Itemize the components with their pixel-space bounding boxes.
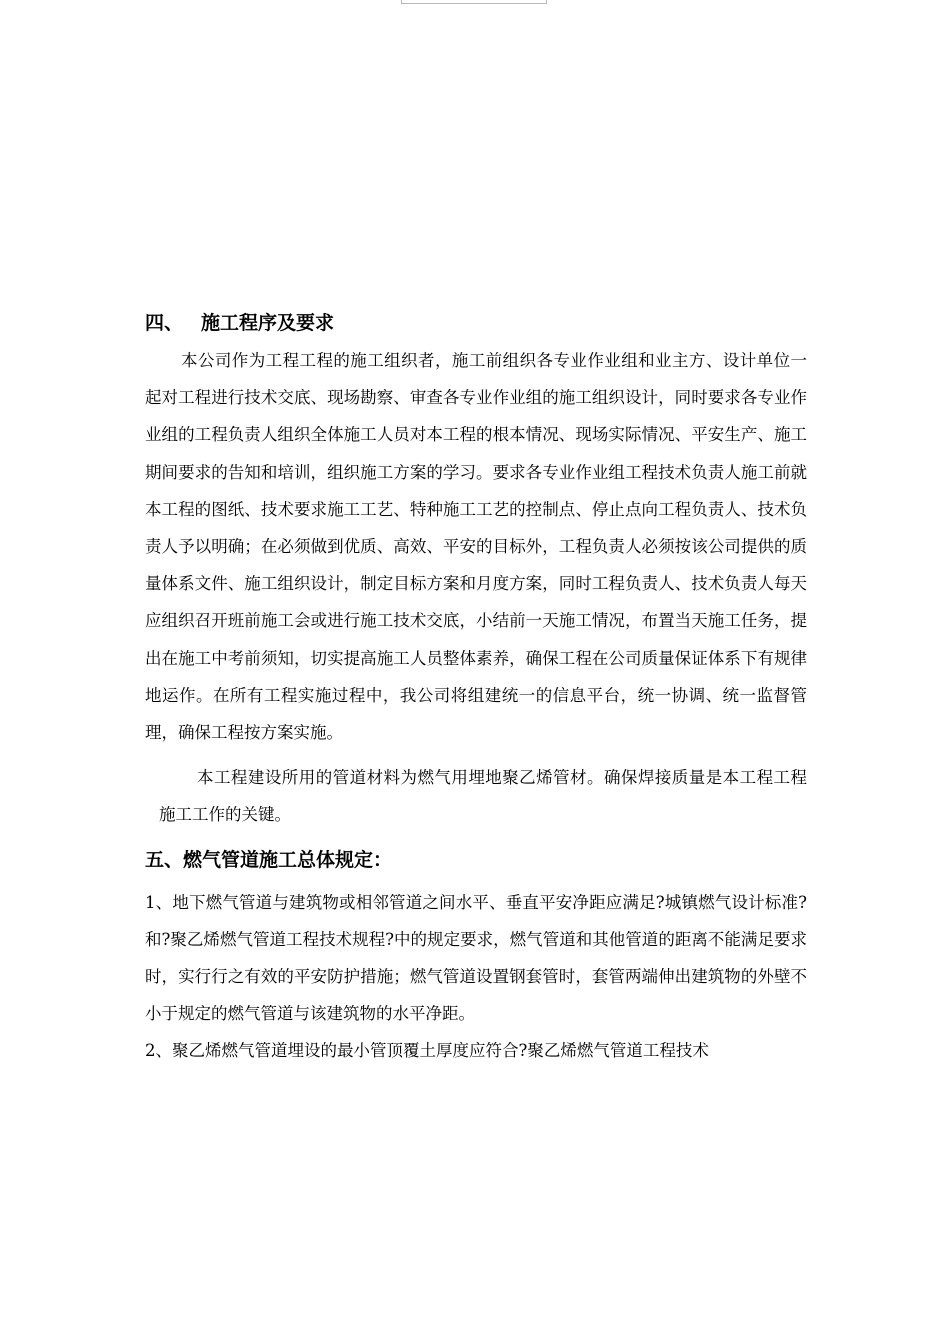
section-5-item-1: 1、地下燃气管道与建筑物或相邻管道之间水平、垂直平安净距应满足?城镇燃气设计标准?和?聚乙烯燃气管道工程技术规程?中的规定要求，燃气管道和其他管道的距离不能满足要求时，实行行之有效的平安防护措施；燃气管道设置钢套管时，套管两端伸出建筑物的外壁不小于规定的燃气管道与该建筑物的水平净距。 <box>145 892 807 1024</box>
section-4-heading <box>145 309 807 337</box>
section-5-item-2: 2、聚乙烯燃气管道埋设的最小管顶覆土厚度应符合?聚乙烯燃气管道工程技术 <box>145 1041 709 1061</box>
section-4-title: 施工程序及要求 <box>201 312 335 334</box>
page-top-tab <box>401 0 547 4</box>
document-body <box>145 309 807 1070</box>
section-4-paragraph-2: 本工程建设所用的管道材料为燃气用埋地聚乙烯管材。确保焊接质量是本工程工程施工工作的关键。 <box>159 768 807 825</box>
section-4-paragraph-1: 本公司作为工程工程的施工组织者，施工前组织各专业作业组和业主方、设计单位一起对工程进行技术交底、现场勘察、审查各专业作业组的施工组织设计，同时要求各专业作业组的工程负责人组织全体施工人员对本工程的根本情况、现场实际情况、平安生产、施工期间要求的告知和培训，组织施工方案的学习。要求各专业作业组工程技术负责人施工前就本工程的图纸、技术要求施工工艺、特种施工工艺的控制点、停止点向工程负责人、技术负责人予以明确；在必须做到优质、高效、平安的目标外，工程负责人必须按该公司提供的质量体系文件、施工组织设计，制定目标方案和月度方案，同时工程负责人、技术负责人每天应组织召开班前施工会或进行施工技术交底，小结前一天施工情况，布置当天施工任务，提出在施工中考前须知，切实提高施工人员整体素养，确保工程在公司质量保证体系下有规律地运作。在所有工程实施过程中，我公司将组建统一的信息平台，统一协调、统一监督管理，确保工程按方案实施。 <box>145 351 807 743</box>
section-5-heading: 五、燃气管道施工总体规定： <box>145 848 393 871</box>
section-4-number: 四、 <box>145 312 184 334</box>
